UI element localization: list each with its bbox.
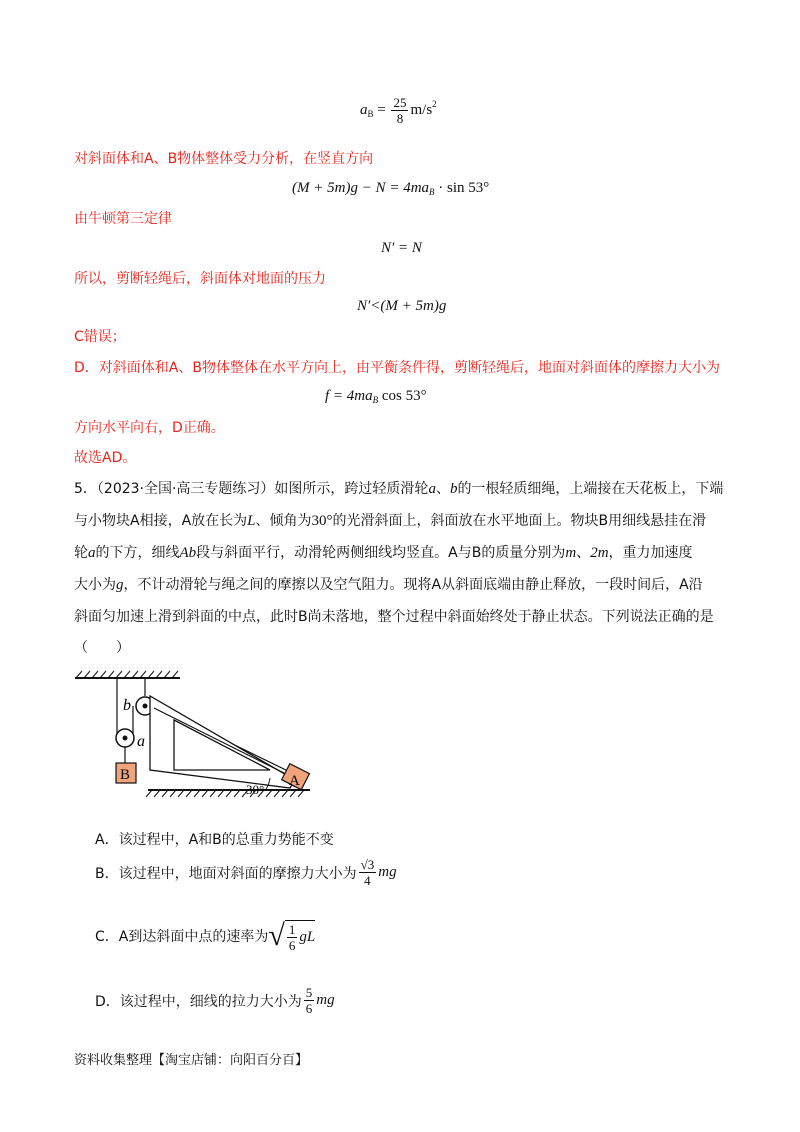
- pulley-a-axle: [123, 736, 128, 741]
- option-D-fraction: [304, 986, 315, 1015]
- q3-text-c: 的下方，细线: [95, 545, 180, 561]
- label-pulley-b: b: [123, 697, 131, 714]
- solution-line-3: 所以，剪断轻绳后，斜面体对地面的压力: [74, 271, 326, 287]
- question-line-4: [74, 578, 703, 592]
- q3-var-2m: 2m: [590, 545, 609, 561]
- eq-friction-sub: B: [372, 395, 379, 405]
- solution-line-7: 故选AD。: [74, 450, 137, 466]
- option-C-text: C．A到达斜面中点的速率为: [95, 929, 269, 945]
- question-line-1: [74, 482, 723, 496]
- question-line-3: [74, 546, 693, 560]
- aB-unit: m/s: [410, 101, 433, 118]
- label-block-B: B: [120, 767, 131, 783]
- q2-angle: 30°: [311, 513, 333, 529]
- q3-var-Ab: Ab: [179, 545, 197, 561]
- solution-line-6: 方向水平向右，D正确。: [74, 420, 225, 436]
- label-block-A: A: [289, 773, 300, 789]
- q4-text-c: ，不计动滑轮与绳之间的摩擦以及空气阻力。现将A从斜面底端由静止释放，一段时间后，A沿: [123, 577, 703, 593]
- formula-newton3: N′ = N: [381, 240, 422, 256]
- eq-vertical-sub: B: [429, 187, 435, 197]
- option-C[interactable]: [95, 920, 315, 952]
- option-B-text: B．该过程中，地面对斜面的摩擦力大小为: [95, 865, 357, 882]
- question-line-6: （ ）: [74, 640, 130, 656]
- aB-unit-exponent: 2: [432, 98, 437, 109]
- solution-line-4: C错误；: [74, 329, 126, 345]
- option-D-numerator: 5: [305, 985, 313, 1000]
- q3-var-m: m: [565, 545, 577, 561]
- option-B-fraction: [359, 858, 377, 887]
- option-B[interactable]: [95, 858, 397, 887]
- q1-text-a: 5．（2023·全国·高三专题练习）如图所示，跨过轻质滑轮: [74, 481, 429, 497]
- option-C-numerator: 1: [288, 922, 296, 937]
- ground-hatch: [146, 790, 304, 797]
- sqrt-sign-icon: √: [268, 919, 285, 952]
- label-pulley-a: a: [137, 733, 145, 750]
- q2-var-L: L: [247, 513, 256, 529]
- eq-vertical-tail: · sin 53°: [434, 180, 490, 196]
- option-C-gL: gL: [299, 929, 316, 945]
- q2-text-c: 、倾角为: [255, 513, 312, 529]
- q2-text-a: 与小物块A相接，A放在长为: [74, 513, 248, 529]
- eq-vertical-main: (M + 5m)g − N = 4ma: [292, 180, 430, 196]
- option-D-mg: mg: [316, 992, 335, 1008]
- incline-inner: [174, 720, 270, 770]
- q3-text-g: 、: [576, 545, 591, 561]
- option-B-numerator: √3: [360, 857, 375, 872]
- aB-denominator: 8: [396, 111, 404, 126]
- q3-text-e: 段与斜面平行，动滑轮两侧细线均竖直。A与B的质量分别为: [196, 545, 566, 561]
- option-B-mg: mg: [378, 864, 397, 880]
- eq-friction-tail: cos 53°: [378, 388, 427, 404]
- option-B-denominator: 4: [364, 873, 371, 888]
- q3-text-a: 轮: [74, 545, 88, 561]
- formula-pressure: N′<(M + 5m)g: [357, 298, 447, 314]
- option-C-denominator: 6: [288, 938, 296, 953]
- formula-vertical: [292, 180, 489, 197]
- q1-var-a: a: [428, 481, 436, 497]
- ceiling-hatch: [76, 671, 178, 678]
- question-line-2: [74, 514, 706, 528]
- pulley-b-axle: [143, 704, 148, 709]
- label-angle: 30°: [246, 782, 265, 797]
- option-D-denominator: 6: [305, 1001, 313, 1016]
- option-D-text: D．该过程中，细线的拉力大小为: [95, 993, 302, 1010]
- solution-line-1: 对斜面体和A、B物体整体受力分析，在竖直方向: [74, 151, 374, 167]
- q4-var-g: g: [116, 577, 124, 593]
- q4-text-a: 大小为: [74, 577, 116, 593]
- option-A[interactable]: A．该过程中，A和B的总重力势能不变: [95, 832, 334, 848]
- option-D[interactable]: [95, 986, 335, 1015]
- q2-text-e: 的光滑斜面上，斜面放在水平地面上。物块B用细线悬挂在滑: [332, 513, 707, 529]
- option-C-fraction: [287, 923, 298, 952]
- aB-fraction: [391, 96, 408, 125]
- q3-var-a: a: [88, 545, 96, 561]
- solution-line-5: D．对斜面体和A、B物体整体在水平方向上，由平衡条件得，剪断轻绳后，地面对斜面体的摩擦力大小为: [74, 360, 720, 376]
- option-C-sqrt: [268, 920, 315, 952]
- solution-line-2: 由牛顿第三定律: [74, 211, 172, 227]
- q3-text-i: ，重力加速度: [608, 545, 693, 561]
- q1-text-c: 、: [435, 481, 450, 497]
- page-footer: 资料收集整理【淘宝店铺：向阳百分百】: [74, 1053, 309, 1068]
- formula-friction: [325, 388, 427, 405]
- q1-text-e: 的一根轻质细绳，上端接在天花板上，下端: [457, 481, 724, 497]
- eq-friction-main: f = 4ma: [325, 388, 373, 404]
- aB-symbol: a: [360, 101, 368, 118]
- formula-aB: $a_B$ = $\frac{25}{8}$ $m/s^2$: [360, 95, 437, 126]
- aB-numerator: 25: [393, 95, 407, 110]
- question-line-5: 斜面匀加速上滑到斜面的中点，此时B尚未落地，整个过程中斜面始终处于静止状态。下列说法正确的是: [74, 609, 714, 625]
- q1-var-b: b: [449, 481, 458, 497]
- incline-pulley-figure: [70, 668, 320, 808]
- aB-subscript: B: [367, 108, 374, 119]
